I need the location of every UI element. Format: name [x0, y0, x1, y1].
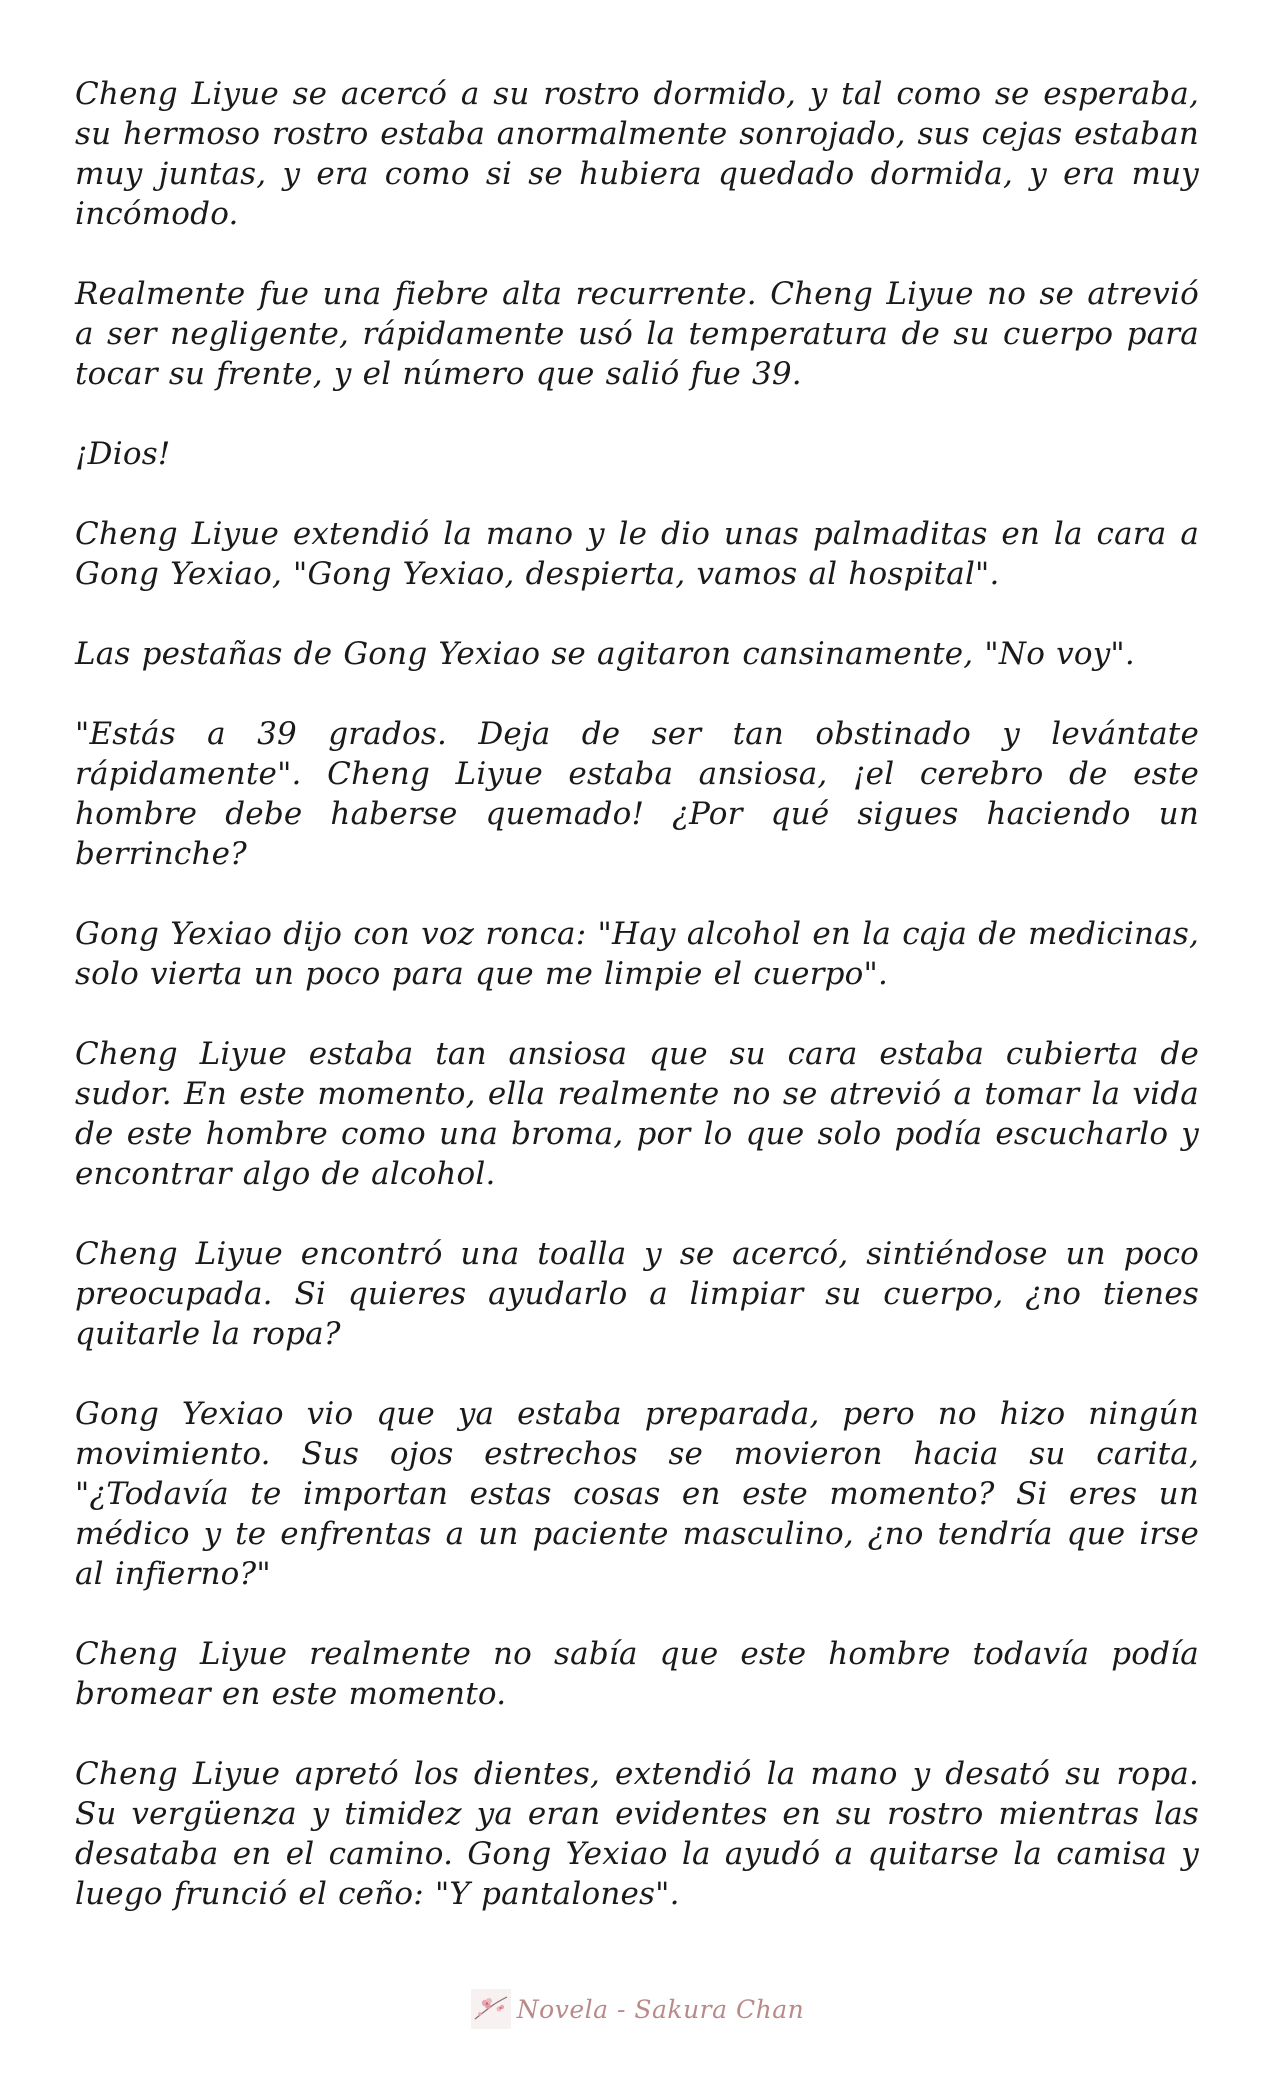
paragraph: Cheng Liyue se acercó a su rostro dormido, y tal como se esperaba, su hermoso rostro estaba anormalmente sonrojado, sus cejas estaban muy juntas, y era como si se hubiera quedado dormida, y era muy incómodo. [75, 76, 1199, 232]
paragraph: Cheng Liyue encontró una toalla y se acercó, sintiéndose un poco preocupada. Si quieres ayudarlo a limpiar su cuerpo, ¿no tienes quitarle la ropa? [75, 1236, 1199, 1352]
paragraph: Realmente fue una fiebre alta recurrente. Cheng Liyue no se atrevió a ser negligente, rápidamente usó la temperatura de su cuerpo para tocar su frente, y el número que salió fue 39. [75, 276, 1199, 392]
paragraph: Gong Yexiao vio que ya estaba preparada, pero no hizo ningún movimiento. Sus ojos estrechos se movieron hacia su carita, "¿Todavía te importan estas cosas en este momento? Si eres un médico y te enfrentas a un paciente masculino, ¿no tendría que irse al infierno?" [75, 1396, 1199, 1592]
document-body [75, 74, 1199, 1954]
paragraph: ¡Dios! [75, 436, 171, 472]
watermark-text: Novela - Sakura Chan [516, 1994, 805, 2024]
paragraph: Gong Yexiao dijo con voz ronca: "Hay alcohol en la caja de medicinas, solo vierta un poco para que me limpie el cuerpo". [75, 916, 1199, 992]
paragraph: Las pestañas de Gong Yexiao se agitaron cansinamente, "No voy". [75, 636, 1135, 672]
watermark-group [471, 1989, 804, 2029]
paragraph: "Estás a 39 grados. Deja de ser tan obstinado y levántate rápidamente". Cheng Liyue estaba ansiosa, ¡el cerebro de este hombre debe haberse quemado! ¿Por qué sigues haciendo un berrinche? [75, 716, 1199, 872]
watermark [0, 1984, 1275, 2034]
paragraph: Cheng Liyue estaba tan ansiosa que su cara estaba cubierta de sudor. En este momento, ella realmente no se atrevió a tomar la vida de este hombre como una broma, por lo que solo podía escucharlo y encontrar algo de alcohol. [75, 1036, 1199, 1192]
paragraph: Cheng Liyue apretó los dientes, extendió la mano y desató su ropa. Su vergüenza y timidez ya eran evidentes en su rostro mientras las desataba en el camino. Gong Yexiao la ayudó a quitarse la camisa y luego frunció el ceño: "Y pantalones". [75, 1756, 1199, 1912]
sakura-blossom-icon [471, 1989, 511, 2029]
paragraph: Cheng Liyue extendió la mano y le dio unas palmaditas en la cara a Gong Yexiao, "Gong Yexiao, despierta, vamos al hospital". [75, 516, 1199, 592]
paragraph: Cheng Liyue realmente no sabía que este hombre todavía podía bromear en este momento. [75, 1636, 1199, 1712]
